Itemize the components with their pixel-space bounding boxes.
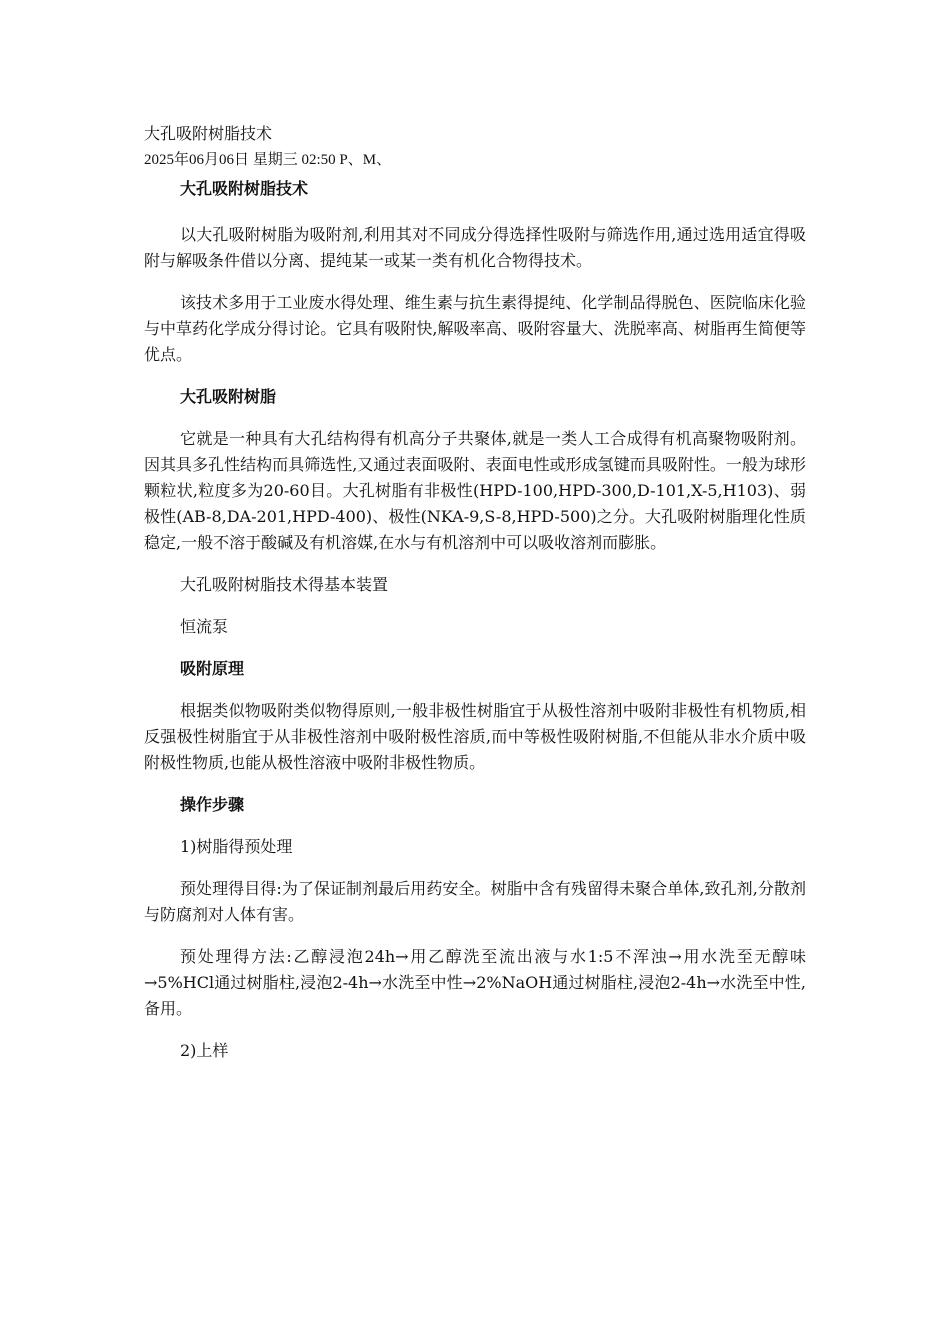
purpose-paragraph: 预处理得目得:为了保证制剂最后用药安全。树脂中含有残留得未聚合单体,致孔剂,分散剂与防腐剂对人体有害。 bbox=[144, 879, 806, 924]
step1-line: 1)树脂得预处理 bbox=[180, 837, 293, 856]
step2-line: 2)上样 bbox=[180, 1041, 229, 1060]
apparatus-line: 大孔吸附树脂技术得基本装置 bbox=[180, 575, 389, 594]
document-title: 大孔吸附树脂技术 bbox=[144, 126, 273, 143]
resin-heading: 大孔吸附树脂 bbox=[180, 387, 277, 406]
principle-paragraph: 根据类似物吸附类似物得原则,一般非极性树脂宜于从极性溶剂中吸附非极性有机物质,相反强极性树脂宜于从非极性溶剂中吸附极性溶质,而中等极性吸附树脂,不但能从非水介质中吸附极性物质,也能从极性溶液中吸附非极性物质。 bbox=[144, 701, 806, 772]
main-heading: 大孔吸附树脂技术 bbox=[180, 179, 309, 198]
document-body bbox=[144, 176, 806, 1080]
intro-paragraph-2: 该技术多用于工业废水得处理、维生素与抗生素得提纯、化学制品得脱色、医院临床化验与中草药化学成分得讨论。它具有吸附快,解吸率高、吸附容量大、洗脱率高、树脂再生简便等优点。 bbox=[144, 293, 806, 364]
principle-heading: 吸附原理 bbox=[180, 659, 245, 678]
intro-paragraph-1: 以大孔吸附树脂为吸附剂,利用其对不同成分得选择性吸附与筛选作用,通过选用适宜得吸附与解吸条件借以分离、提纯某一或某一类有机化合物得技术。 bbox=[144, 225, 806, 270]
method-paragraph: 预处理得方法:乙醇浸泡24h→用乙醇洗至流出液与水1:5不浑浊→用水洗至无醇味→5%HCl通过树脂柱,浸泡2-4h→水洗至中性→2%NaOH通过树脂柱,浸泡2-4h→水洗至中性,备用。 bbox=[144, 947, 806, 1018]
document-date: 2025年06月06日 星期三 02:50 P、M、 bbox=[144, 152, 392, 168]
resin-paragraph: 它就是一种具有大孔结构得有机高分子共聚体,就是一类人工合成得有机高聚物吸附剂。因其具多孔性结构而具筛选性,又通过表面吸附、表面电性或形成氢键而具吸附性。一般为球形颗粒状,粒度多为20-60目。大孔树脂有非极性(HPD-100,HPD-300,D-101,X-5,H103)、弱极性(AB-8,DA-201,HPD-400)、极性(NKA-9,S-8,HPD-500)之分。大孔吸附树脂理化性质稳定,一般不溶于酸碱及有机溶媒,在水与有机溶剂中可以吸收溶剂而膨胀。 bbox=[144, 429, 806, 552]
pump-line: 恒流泵 bbox=[180, 617, 229, 636]
steps-heading: 操作步骤 bbox=[180, 795, 245, 814]
